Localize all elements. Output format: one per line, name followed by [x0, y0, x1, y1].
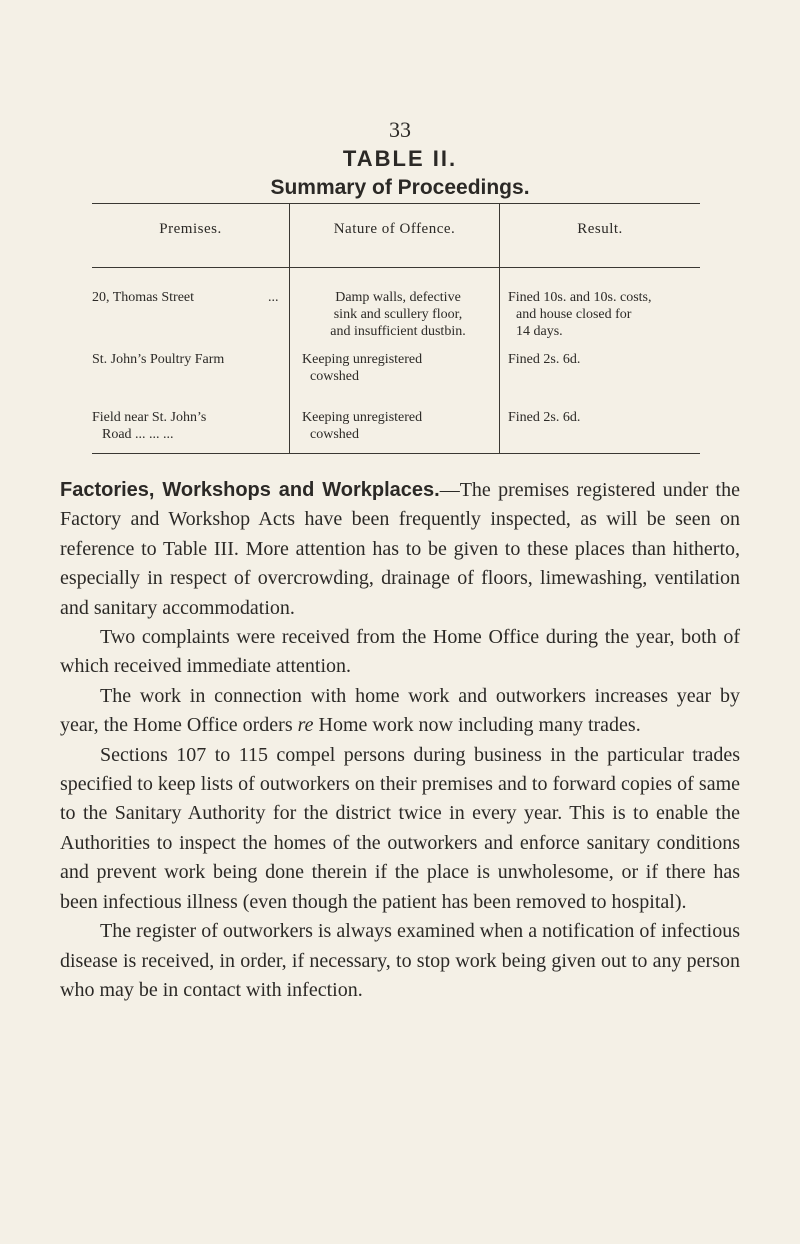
premises-cell: St. John’s Poultry Farm: [92, 352, 225, 367]
premises-cell: Field near St. John’s: [92, 410, 207, 425]
paragraph-text: The work in connection with home work and outworkers increases year by year, the Home Office orders: [60, 684, 740, 737]
result-line: Fined 2s. 6d.: [508, 410, 581, 425]
result-cell: [508, 351, 704, 368]
table-column-divider: [289, 203, 290, 453]
leader-dots: ...: [268, 290, 279, 305]
premises-cell: 20, Thomas Street: [92, 290, 195, 305]
table-subtitle: Summary of Proceedings.: [270, 176, 530, 199]
offence-line: Keeping unregistered: [302, 352, 423, 367]
offence-cell: [302, 409, 494, 443]
result-cell: [508, 409, 704, 426]
paragraph: Sections 107 to 115 compel persons during business in the particular trades specified to keep lists of outworkers on their premises and to forward copies of same to the Sanitary Authority for the district twice in every year. This is to enable the Authorities to inspect the homes of the outworkers and enforce sanitary conditions and prevent work being done therein if the place is unwholesome, or if there has been infectious illness (even though the patient has been removed to hospital).: [60, 743, 740, 913]
result-line: Fined 2s. 6d.: [508, 352, 581, 367]
paragraph-text: —The premises registered under the Factory and Workshop Acts have been frequently inspected, as will be seen on reference to Table III. More attention has to be given to these places than hitherto, especially in respect of overcrowding, drainage of floors, limewashing, ventilation and sanitary accommodation.: [60, 479, 740, 619]
header-premises: Premises.: [159, 221, 222, 237]
table-bottom-rule: [92, 453, 700, 454]
proceedings-table: [92, 203, 700, 454]
offence-cell: [302, 351, 494, 385]
page-number: 33: [389, 117, 411, 142]
result-line: Fined 10s. and 10s. costs,: [508, 290, 652, 305]
result-line: and house closed for: [516, 307, 632, 322]
section-heading: Factories, Workshops and Workplaces.: [60, 479, 440, 501]
table-title: TABLE II.: [342, 146, 458, 171]
offence-line: cowshed: [310, 369, 359, 384]
paragraph: Two complaints were received from the Home Office during the year, both of which received immediate attention.: [60, 626, 740, 678]
premises-cell: Road ... ... ...: [102, 427, 174, 442]
body-text: [60, 476, 740, 1005]
paragraph: [60, 476, 740, 623]
offence-line: Damp walls, defective: [335, 290, 461, 305]
table-column-divider: [499, 203, 500, 453]
header-nature-of-offence: Nature of Offence.: [333, 221, 456, 237]
offence-line: sink and scullery floor,: [333, 307, 463, 322]
table-top-rule: [92, 203, 700, 204]
paragraph: [60, 682, 740, 741]
paragraph-text: re: [297, 714, 314, 737]
table-row: [92, 289, 292, 306]
offence-cell: [302, 289, 494, 340]
header-result: Result.: [577, 221, 623, 237]
paragraph-text: Home work now including many trades.: [318, 714, 641, 737]
paragraph: The register of outworkers is always examined when a notification of infectious disease is received, in order, if necessary, to stop work being given out to any person who may be in contact with infection.: [60, 920, 740, 1001]
result-cell: [508, 289, 704, 340]
table-row: [92, 351, 289, 368]
result-line: 14 days.: [516, 324, 563, 339]
offence-line: cowshed: [310, 427, 359, 442]
table-row: [92, 409, 289, 443]
offence-line: and insufficient dustbin.: [330, 324, 466, 339]
offence-line: Keeping unregistered: [302, 410, 423, 425]
table-header-rule: [92, 267, 700, 268]
